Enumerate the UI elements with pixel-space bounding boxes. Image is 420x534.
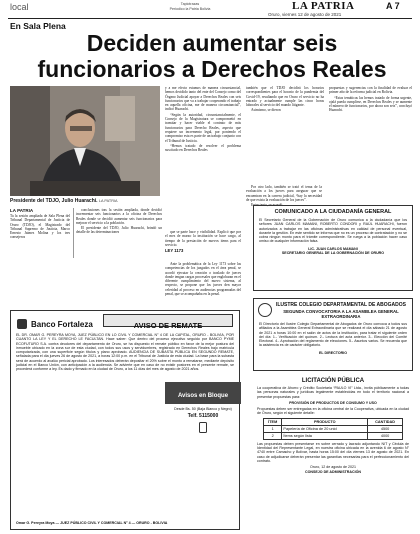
article-subhead: LEY 1173 [165,248,184,254]
comunicado-notice [253,205,413,291]
comunicado-signer-role: SECRETARIO GENERAL DE LA GOBERNACIÓN DE ORURO [281,251,385,256]
licitacion-title: LICITACIÓN PÚBLICA [301,378,365,384]
article-paragraph: conclusiones tras la sesión ampliada, donde decidió incrementar seis funcionarios a la oficina de Derechos Reales donde se decidió aumentar seis funcionarios para mejorar el servicio a la población. [76,208,162,225]
sponsor-line-2: Periodico la Patria Bolivia [169,7,211,11]
issue-date: Oruro, viernes 12 de agosto de 2021 [268,12,342,17]
article-paragraph: Ta la sesión ampliada de Sala Plena del Tribunal Departamental de Justicia de Oruro (TDJO), el Magistrado del Tribunal Supremo de Justicia, Marco Ernesto Jaimes Molina y los tres consejeros [10,214,70,240]
remate-title-banner [103,314,233,330]
licitacion-notice [253,378,413,532]
article-paragraph: “Hemos tratado de resolver el problema suscitado en Derechos Reales [165,143,241,153]
comunicado-title: COMUNICADO A LA CIUDADANÍA GENERAL [274,209,392,215]
sponsor-line-1: Tapiotrazas [180,2,200,6]
colegio-body: El Directorio del Ilustre Colegio Departamental de Abogados de Oruro convoca a todos sus afiliados a la Asamblea General Extraordinaria que se realizará el día sábado 21 de agosto de 2021 a horas 10:00 en el salón de actos de la institución, para tratar el siguiente orden del día: 1.- Verificación del quórum. 2.- Lectura del acta anterior. 3.- Elección del Comité Electoral. 4.- Aprobación del reglamento de elecciones. 5.- Asuntos varios. Se recuerda que la asistencia es de carácter obligatorio. [259,322,407,348]
table-header-cell: PRODUCTO [282,418,368,425]
table-cell: Papelería de Oficina de 20 unid [282,425,368,432]
article-paragraph: Asimismo, se dieron [251,108,281,113]
newspaper-brand: LA PATRIA [292,0,355,12]
licitacion-date: Oruro, 12 de agosto de 2021 [310,465,356,470]
remate-signature: Omar G. Pereyra Moya — JUEZ PÚBLICO CIVIL Y COMERCIAL N° 4 — ORURO - BOLIVIA [16,520,168,525]
comunicado-signer: LIC. JUAN CARLOS MAMANI [308,246,358,251]
licitacion-footer: Las propuestas deben presentarse en sobre cerrado y lacrado adjuntando NIT y Cédula de Identidad del Representante Legal, en nuestra oficina ubicada en la avenida 6 de agosto N° 4740 entre Camacho y Bolívar, hasta horas 15:00 del día viernes 13 de agosto de 2021. En caso de adjudicarse deberán presentar las garantías necesarias para el perfeccionamiento del contrato. [257,441,409,463]
article-column-4-continued [165,262,241,297]
licitacion-detail: Propuestas deben ser entregadas en la oficina central de la Cooperativa, ubicada en la ciudad de Oruro, según el siguiente detalle: [257,407,409,416]
article-kicker: En Sala Plena [10,21,66,31]
table-row [264,425,403,432]
table-row [264,432,403,439]
article-paragraph: Entre tanto, se acordó [251,203,283,208]
person-photo-illustration [10,86,160,196]
avisos-subtitle: Desde Bs. 50 (Baja Blanco y Negro) [174,407,232,411]
article-paragraph: también que el TDJO decidirá los horarios correspondientes para el horario de la pandemia del Covid-19, resultando que en Oruro el servicio no ha entrado y actualmente cumple las cinco horas laborales al servicio del mundo litigante. [246,86,324,108]
table-cell: Ítems según lista [282,432,368,439]
article-headline-line-2: funcionarios a Derechos Reales [37,56,387,82]
article-column-3 [165,86,241,153]
avisos-ad [165,382,241,442]
licitacion-body: La cooperativa de Ahorro y Crédito Societaria “PAULO VI” Ltda., invita públicamente a todas las personas naturales y jurídicas legalmente establecidas en todo el territorio nacional a presentar propuestas para: [257,386,409,399]
article-paragraph: “Según la autoridad, circunstancialmente, el Consejo de la Magistratura se comprometió en tramitar y hacer viable el contrato de más funcionarios para Derecho Reales, aspecto que requiere un incremento legal, por poniendo el compromiso esta es parte de un trabajo conjunto con el Tribunal de Justicia. [165,112,241,143]
colegio-seal-icon [258,303,272,317]
article-paragraph: Por otro lado, también se trató el tema de la evaluación a los jueces para asegurar que se encuentran en la carrera judicial, “hay la necesidad de que exista la evaluación de los jueces”. [246,185,322,202]
licitacion-table [263,418,403,440]
article-byline: LA PATRIA [10,208,34,213]
article-column-5 [329,86,412,114]
section-label: local [10,2,29,12]
phone-icon [199,422,207,433]
table-header-cell: CANTIDAD [368,418,403,425]
table-header-row [264,418,403,425]
remate-body: EL DR. OMAR G. PEREYRA MOYA, JUEZ PÚBLICO EN LO CIVIL Y COMERCIAL N° 4 DE LA CAPITAL, ORURO - BOLIVIA, POR CUANTO LA LEY Y EL DERECHO LE FACULTAN. Hace saber: Que dentro del proceso ejecutivo seguido por BANCO PYME ECOFUTURO S.A. contra deudores del departamento de Oruro, se ha dispuesto el remate público en favor de la mejor postura del inmueble ubicado en la zona sur de esta ciudad, con todos sus usos y servidumbres, registrado en Derechos Reales bajo matrícula computarizada, con una superficie según títulos y plano aprobado. AUDIENCIA DE SUBASTA PÚBLICA EN SEGUNDO REMATE, señalada para el día jueves 26 de agosto de 2021, a horas 12:00 p.m. en el Tribunal de Justicia de esta ciudad. La base para la subasta será de acuerdo al avalúo pericial aprobado. Los interesados deberán depositar el 20% sobre el monto a rematarse, mediante depósito judicial en el Banco Unión, con anticipación a la audiencia. Se advierte que en caso de no existir postores en el presente remate, se procederá conforme a ley. Es dado y firmado en la ciudad de Oruro, a los 11 días del mes de agosto de 2021 años. [16,333,234,372]
licitacion-signature: CONSEJO DE ADMINISTRACIÓN [305,469,361,474]
table-cell: 4500 [368,425,403,432]
article-paragraph: y a me efecto estamos de manera circunstancial, hemos decidido tanto del ente del Consejo como del Órgano Judicial apoyar a Derechos Reales con seis funcionarios que va a trabajar cooperando el trabajo en aquella oficina, me de manera circunstancial”, indicó Huarachi. [165,86,241,112]
article-headline-line-1: Deciden aumentar seis [86,30,338,56]
colegio-title: ILUSTRE COLEGIO DEPARTAMENTAL DE ABOGADOS [275,302,406,308]
colegio-notice [253,298,413,371]
banco-name: Banco Fortaleza [31,319,93,329]
page-number: A 7 [386,1,400,11]
article-paragraph: El presidente del TDJO, Julio Huarachi, brindó un detalle de las determinaciones [76,226,162,235]
photo-caption-text: Presidente del TDJO, Julio Huarachi. [10,198,98,204]
table-cell: 1 [264,425,282,432]
article-photo [10,86,160,196]
article-paragraph: “Estas temáticas las hemos tratado de forma urgente, ojalá pueda cumplirse, en Derechos Reales y se aumente el número de funcionarios, por ahora son seis”, concluyó Huarachi. [329,95,412,113]
article-paragraph: que se parte hace y visibilidad. Explicó que por el mes de marzo la institución se hace cargo, al tiempo de la prestación de nuevos items para el servicio. [165,230,241,247]
avisos-phone: Telf. 5115000 [187,413,219,420]
photo-caption [10,198,118,204]
table-cell: 4000 [368,432,403,439]
banco-logo-icon [17,319,27,329]
article-column-3-continued [165,230,241,254]
banco-logo [17,315,93,333]
photo-credit: LA PATRIA [98,199,118,203]
colegio-subtitle: SEGUNDA CONVOCATORIA A LA ASAMBLEA GENERAL EXTRAORDINARIA [283,309,399,319]
article-column-4 [246,86,324,114]
header-rule [8,18,412,19]
colegio-signature: EL DIRECTORIO [318,350,348,355]
article-paragraph: propuestas y sugerencias con la finalidad de evaluar el primer año de la reforma judicial en Bolivia. [329,86,412,95]
avisos-banner [165,382,241,404]
table-header-cell: ÍTEM [264,418,282,425]
article-paragraph: Ante la problemática de la Ley 1173 sobre las competencias de los juzgados en el área penal, se acordó ejecutar la creación o traslado de jueces donde tengan cargas procesales que englobaran en el diferente cumplimiento del nuevo sistema, al respecto, se propone que los jueces den mayor celeridad al proceso en audiencias programadas del penal, que se acompañaba en la penal. [165,262,241,297]
licitacion-item: PROVISIÓN DE PRODUCTOS DE CONSUMO Y USO [289,400,377,405]
avisos-title: Avisos en Bloque [177,393,229,399]
column-divider [73,208,74,258]
article-column-1 [10,214,70,241]
comunicado-body: El Secretario General de la Gobernación de Oruro comunica a la ciudadanía que los señores JUAN CARLOS MAMANI, ROBERTO CONDORI y RAÚL HUARACHI, fueron autorizados a trabajar en las oficinas administrativas en calidad de personal eventual, durante la gestión. En este sentido se informa que no es un proceso de contratación y no se cobra ningún monto para el trámite correspondiente. Se ruega a la población hacer caso omiso de cualquier información falsa. [259,218,407,244]
table-cell: 2 [264,432,282,439]
remate-title: AVISO DE REMATE [133,321,203,330]
article-column-2 [76,208,162,236]
